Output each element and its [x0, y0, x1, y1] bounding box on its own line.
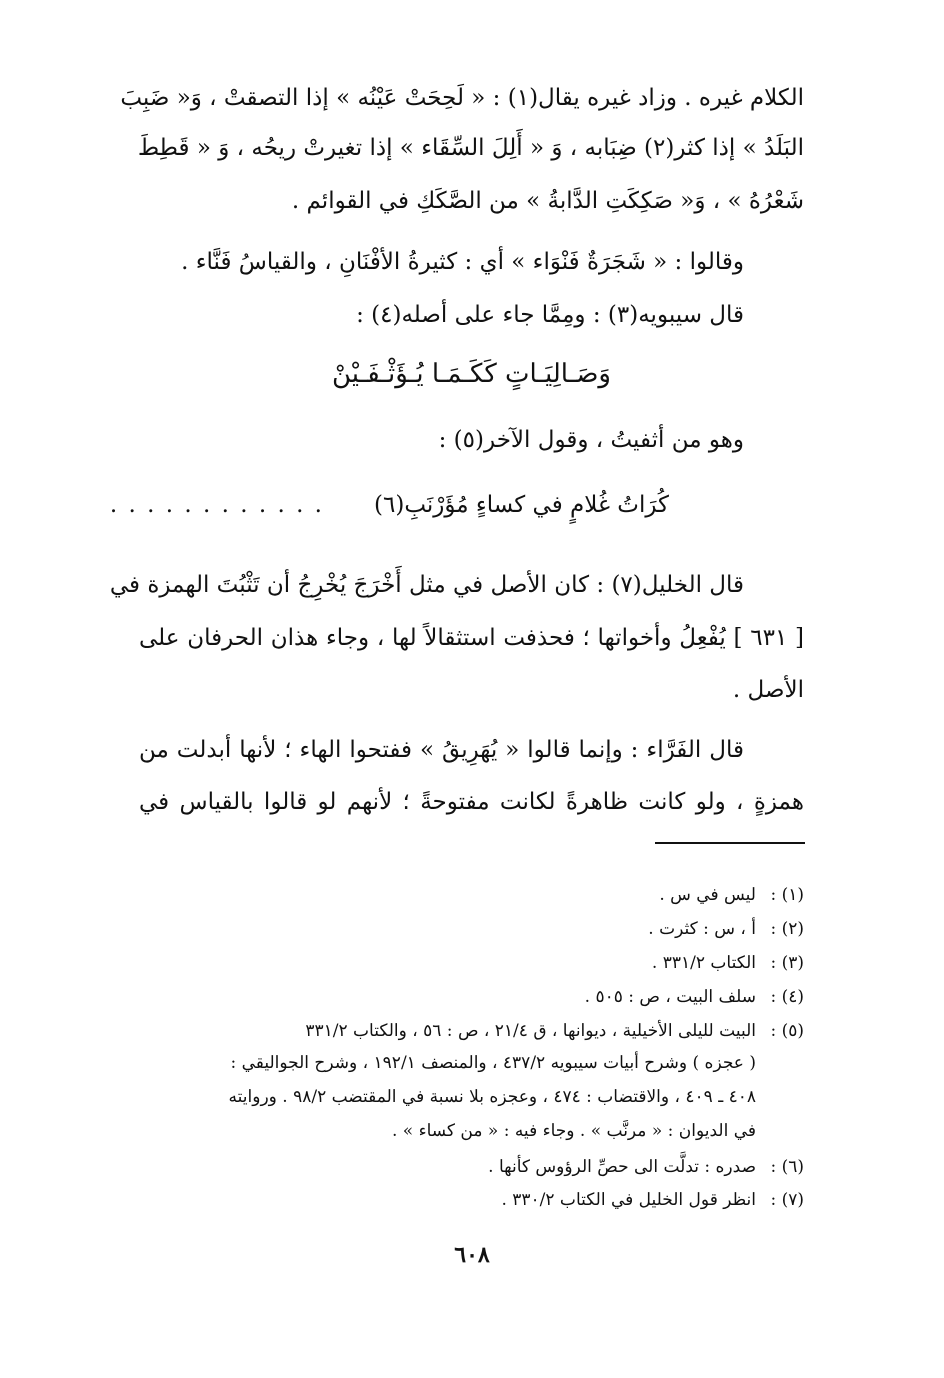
verse-line — [109, 485, 804, 525]
body-line: الأصل . — [732, 677, 804, 703]
footnote-number: (٤) : — [770, 987, 804, 1007]
footnote-text: سلف البيت ، ص : ٥٠٥ . — [584, 987, 756, 1007]
body-line: قال الخليل(٧) : كان الأصل في مثل أَخْرَجَ يُخْرِجُ أن تَثْبُتَ الهمزة في — [109, 572, 744, 598]
footnote — [139, 946, 804, 980]
footnote — [139, 1183, 804, 1217]
body-line: همزةٍ ، ولو كانت ظاهرةً لكانت مفتوحةً ؛ لأنهم لو قالوا بالقياس في — [139, 789, 804, 815]
body-line: البَلَدُ » إذا كثر(٢) ضِبَابه ، وَ « أَلِلَ السِّقَاء » إذا تغيرتْ ريحُه ، وَ « قَطِطَ — [137, 135, 804, 161]
footnote-number: (١) : — [770, 885, 804, 905]
footnote-number: (٢) : — [770, 919, 804, 939]
footnote-continuation: ٤٠٨ ـ ٤٠٩ ، والاقتضاب : ٤٧٤ ، وعجزه بلا نسبة في المقتضب ٩٨/٢ . وروايته — [228, 1087, 756, 1107]
body-line: وهو من أثفيتُ ، وقول الآخر(٥) : — [438, 427, 744, 453]
footnote-number: (٣) : — [770, 953, 804, 973]
body-line: قال الفَرَّاء : وإنما قالوا « يُهَرِيقُ » ففتحوا الهاء ؛ لأنها أبدلت من — [139, 737, 744, 763]
footnote — [139, 912, 804, 946]
body-line: قال سيبويه(٣) : ومِمَّا جاء على أصله(٤) : — [356, 302, 744, 328]
body-line: وقالوا : « شَجَرَةٌ فَنْوَاء » أي : كثيرةُ الأفْنَانِ ، والقياسُ فَنَّاء . — [181, 249, 744, 275]
footnote-text: أ ، س : كثرت . — [648, 919, 756, 939]
footnote-text: الكتاب ٣٣١/٢ . — [651, 953, 756, 973]
verse-line: وَصَـالِيَـاتٍ كَكَـمَـا يُـؤَثْـفَـيْنْ — [332, 359, 611, 389]
footnote — [139, 1150, 804, 1184]
verse-ellipsis: . . . . . . . . . . . . — [109, 492, 324, 518]
footnote-text: انظر قول الخليل في الكتاب ٣٣٠/٢ . — [501, 1190, 756, 1210]
footnote-text: ليس في س . — [659, 885, 756, 905]
footnote — [139, 1014, 804, 1048]
footnote-separator — [655, 842, 805, 844]
footnote-number: (٧) : — [770, 1190, 804, 1210]
footnote — [139, 878, 804, 912]
footnote-number: (٥) : — [770, 1021, 804, 1041]
body-line: شَعْرُهُ » ، وَ« صَكِكَتِ الدَّابةُ » من الصَّكَكِ في القوائم . — [291, 188, 804, 214]
body-line: [ ٦٣١ ] يُفْعِلُ وأخواتها ؛ فحذفت استثقالاً لها ، وجاء هذان الحرفان على — [139, 625, 804, 651]
footnote — [139, 980, 804, 1014]
footnote-continuation: ( عجزه ) وشرح أبيات سيبويه ٤٣٧/٢ ، والمنصف ١٩٢/١ ، وشرح الجواليقي : — [230, 1053, 756, 1073]
footnote-number: (٦) : — [770, 1157, 804, 1177]
footnote-text: البيت لليلى الأخيلية ، ديوانها ، ق ٢١/٤ ، ص : ٥٦ ، والكتاب ٣٣١/٢ — [305, 1021, 756, 1041]
page-number: ٦٠٨ — [454, 1242, 490, 1268]
body-line: الكلام غيره . وزاد غيره يقال(١) : « لَحِحَتْ عَيْنُه » إذا التصقتْ ، وَ« ضَبِبَ — [120, 85, 804, 111]
footnote-continuation: في الديوان : « مرنَّب » . وجاء فيه : « من كساء » . — [391, 1121, 756, 1141]
verse-hemistich: كُرَاتُ غُلامٍ في كساءٍ مُؤَرْنَبِ(٦) — [374, 492, 669, 518]
footnote-text: صدره : تدلَّت الى حصِّ الرؤوس كأنها . — [488, 1157, 756, 1177]
